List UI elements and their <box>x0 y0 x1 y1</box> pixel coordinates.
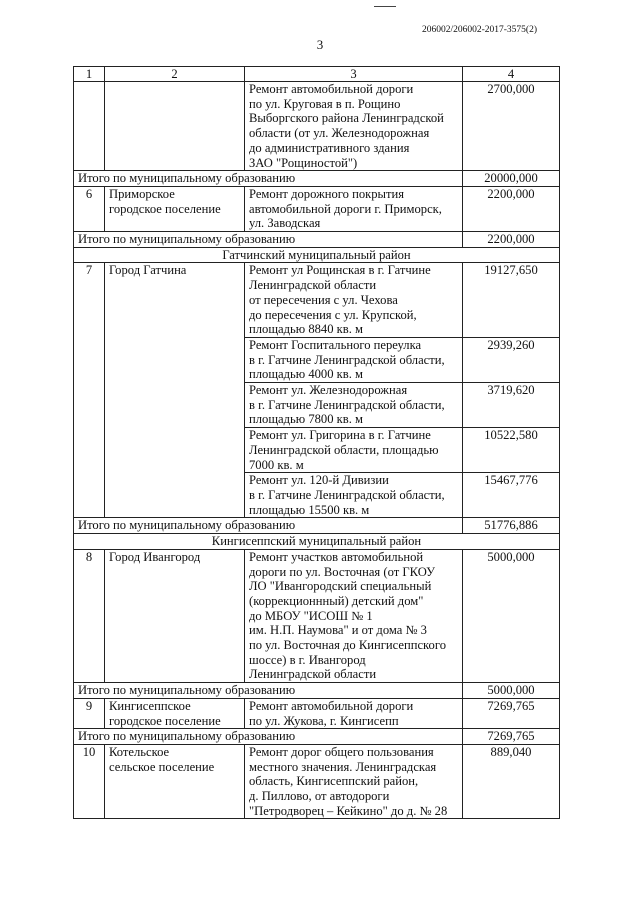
work-description: Ремонт ул. Железнодорожная в г. Гатчине Ленинградской области, площадью 7800 кв. м <box>245 383 463 428</box>
amount: 5000,000 <box>463 549 560 682</box>
work-description: Ремонт автомобильной дороги по ул. Круговая в п. Рощино Выборгского района Ленинградской области (от ул. Железнодорожная до административного здания ЗАО "Рощиностой") <box>245 82 463 171</box>
amount: 15467,776 <box>463 473 560 518</box>
work-description: Ремонт дорог общего пользования местного значения. Ленинградская область, Кингисеппский район, д. Пиллово, от автодороги "Петродворец – Кейкино" до д. № 28 <box>245 744 463 819</box>
total-row <box>74 171 560 187</box>
total-row <box>74 683 560 699</box>
total-amount: 7269,765 <box>463 729 560 745</box>
work-description: Ремонт ул Рощинская в г. Гатчине Ленинградской области от пересечения с ул. Чехова до пересечения с ул. Крупской, площадью 8840 кв. м <box>245 263 463 338</box>
municipality-name: Кингисеппское городское поселение <box>105 698 245 728</box>
header-cell-2: 2 <box>105 67 245 82</box>
table-row <box>74 186 560 231</box>
total-label: Итого по муниципальному образованию <box>74 232 463 248</box>
row-number: 6 <box>74 186 105 231</box>
amount: 10522,580 <box>463 428 560 473</box>
amount: 889,040 <box>463 744 560 819</box>
work-description: Ремонт дорожного покрытия автомобильной дороги г. Приморск, ул. Заводская <box>245 186 463 231</box>
table-row <box>74 698 560 728</box>
row-number: 7 <box>74 263 105 518</box>
section-row <box>74 534 560 550</box>
work-description: Ремонт Госпитального переулка в г. Гатчине Ленинградской области, площадью 4000 кв. м <box>245 337 463 382</box>
header-cell-3: 3 <box>245 67 463 82</box>
amount: 3719,620 <box>463 383 560 428</box>
amount: 2939,260 <box>463 337 560 382</box>
municipality-name: Приморское городское поселение <box>105 186 245 231</box>
total-amount: 2200,000 <box>463 232 560 248</box>
funding-table <box>73 66 560 819</box>
amount: 2700,000 <box>463 82 560 171</box>
section-title: Кингисеппский муниципальный район <box>74 534 560 550</box>
row-number: 8 <box>74 549 105 682</box>
row-number <box>74 82 105 171</box>
table-row <box>74 744 560 819</box>
total-row <box>74 729 560 745</box>
section-row <box>74 247 560 263</box>
municipality-name <box>105 82 245 171</box>
section-title: Гатчинский муниципальный район <box>74 247 560 263</box>
work-description: Ремонт ул. 120-й Дивизии в г. Гатчине Ленинградской области, площадью 15500 кв. м <box>245 473 463 518</box>
total-label: Итого по муниципальному образованию <box>74 171 463 187</box>
total-label: Итого по муниципальному образованию <box>74 683 463 699</box>
row-number: 10 <box>74 744 105 819</box>
total-row <box>74 232 560 248</box>
municipality-name: Котельское сельское поселение <box>105 744 245 819</box>
total-amount: 20000,000 <box>463 171 560 187</box>
work-description: Ремонт участков автомобильной дороги по ул. Восточная (от ГКОУ ЛО "Ивангородский специальный (коррекционнный) детский дом" до МБОУ "ИСОШ № 1 им. Н.П. Наумова" и от дома № 3 по ул. Восточная до Кингисеппского шоссе) в г. Ивангород Ленинградской области <box>245 549 463 682</box>
header-cell-1: 1 <box>74 67 105 82</box>
document-id: 206002/206002-2017-3575(2) <box>421 25 537 35</box>
amount: 7269,765 <box>463 698 560 728</box>
total-label: Итого по муниципальному образованию <box>74 729 463 745</box>
page-number: 3 <box>316 37 324 52</box>
table-row <box>74 82 560 171</box>
table-row <box>74 549 560 682</box>
total-amount: 51776,886 <box>463 518 560 534</box>
top-mark-line <box>374 6 396 7</box>
work-description: Ремонт автомобильной дороги по ул. Жукова, г. Кингисепп <box>245 698 463 728</box>
amount: 2200,000 <box>463 186 560 231</box>
municipality-name: Город Гатчина <box>105 263 245 518</box>
table-row <box>74 263 560 338</box>
table-header-row <box>74 67 560 82</box>
header-cell-4: 4 <box>463 67 560 82</box>
total-row <box>74 518 560 534</box>
work-description: Ремонт ул. Григорина в г. Гатчине Ленинградской области, площадью 7000 кв. м <box>245 428 463 473</box>
total-amount: 5000,000 <box>463 683 560 699</box>
municipality-name: Город Ивангород <box>105 549 245 682</box>
total-label: Итого по муниципальному образованию <box>74 518 463 534</box>
amount: 19127,650 <box>463 263 560 338</box>
row-number: 9 <box>74 698 105 728</box>
